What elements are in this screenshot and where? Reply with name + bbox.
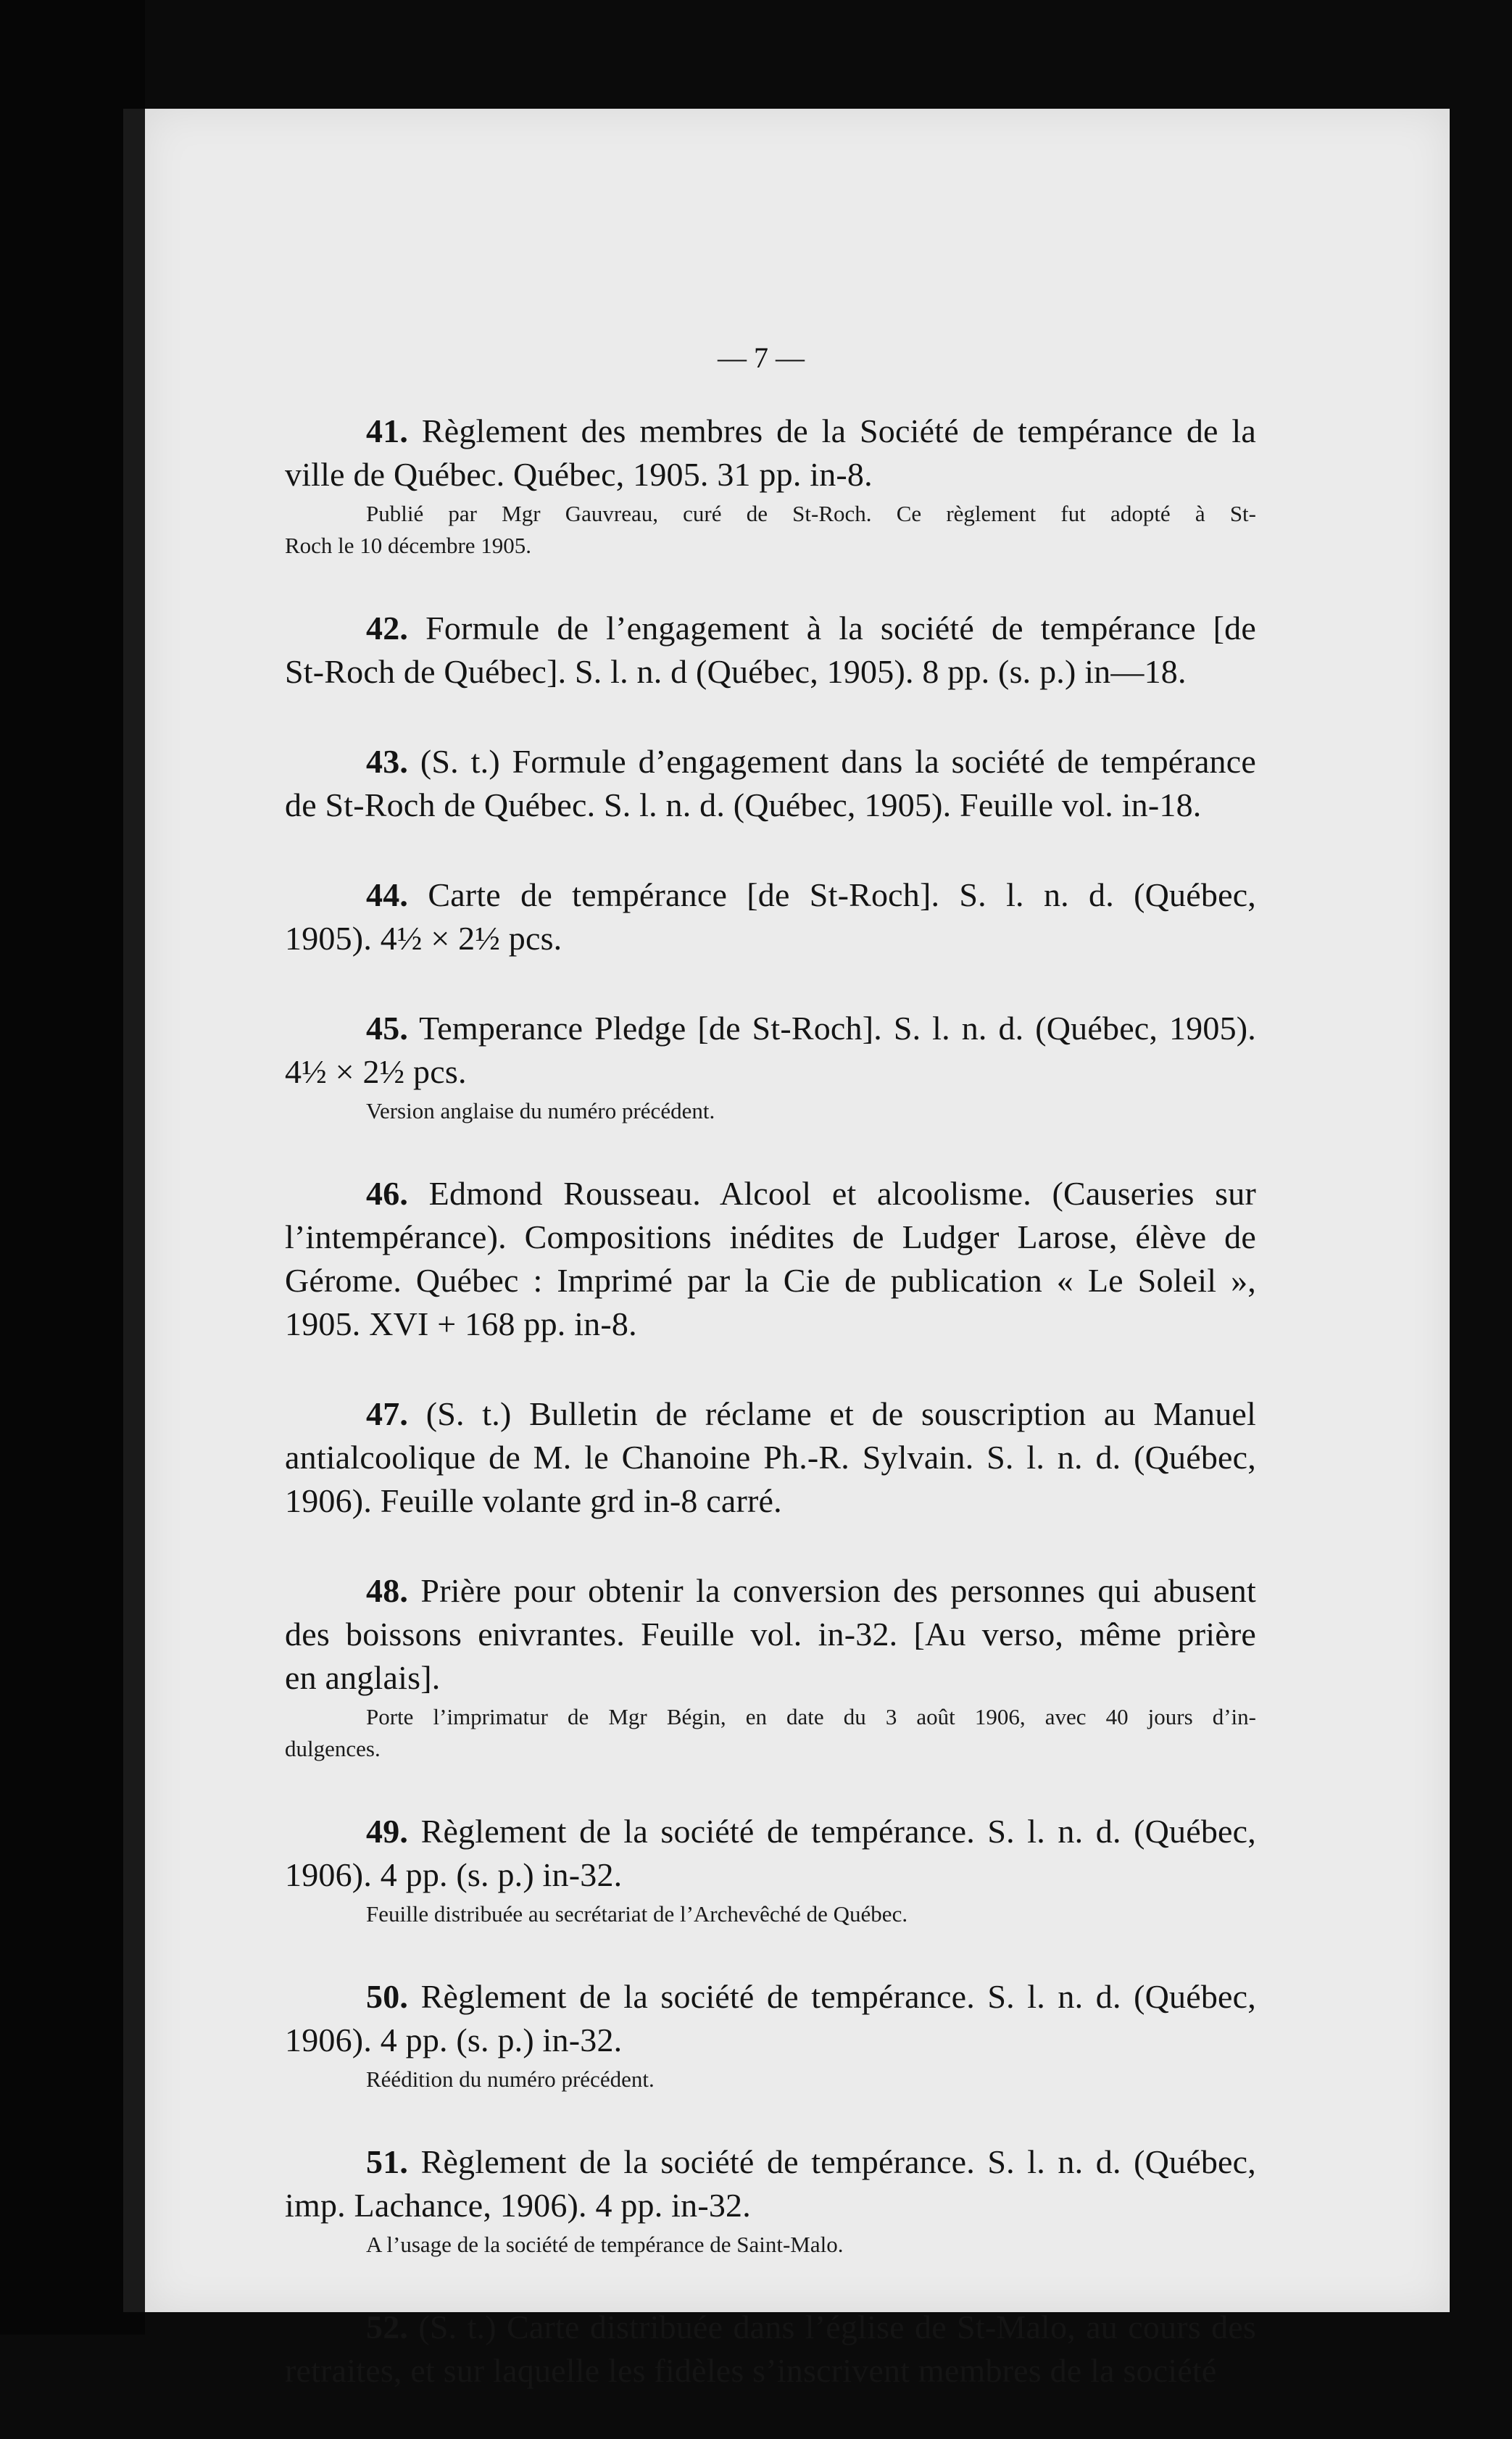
entry-text: Règlement de la société de tempérance. S. l. n. d. (Québec, bbox=[420, 1813, 1256, 1850]
entry-line: antialcoolique de M. le Chanoine Ph.-R. Sylvain. S. l. n. d. (Québec, bbox=[285, 1439, 1256, 1476]
entry-text: (S. t.) Bulletin de réclame et de souscription au Manuel bbox=[425, 1395, 1256, 1432]
entry-line: 1905. XVI + 168 pp. in-8. bbox=[285, 1305, 637, 1342]
entry-line: St-Roch de Québec]. S. l. n. d (Québec, 1905). 8 pp. (s. p.) in—18. bbox=[285, 653, 1187, 690]
entry-text: Règlement des membres de la Société de tempérance de la bbox=[421, 412, 1256, 449]
entry-first-line bbox=[285, 1569, 1256, 1613]
bibliography-entry bbox=[285, 1392, 1256, 1523]
entry-number: 45. bbox=[366, 1010, 409, 1047]
entry-text: Temperance Pledge [de St-Roch]. S. l. n. d. (Québec, 1905). bbox=[419, 1010, 1257, 1047]
entry-first-line bbox=[285, 740, 1256, 784]
entry-number: 52. bbox=[366, 2309, 409, 2345]
entry-line: l’intempérance). Compositions inédites de Ludger Larose, élève de bbox=[285, 1218, 1256, 1255]
entry-number: 48. bbox=[366, 1572, 409, 1609]
entry-text: Formule de l’engagement à la société de tempérance [de bbox=[425, 610, 1256, 647]
entry-line: de St-Roch de Québec. S. l. n. d. (Québec, 1905). Feuille vol. in-18. bbox=[285, 786, 1202, 823]
entry-number: 51. bbox=[366, 2143, 409, 2180]
entry-line: des boissons enivrantes. Feuille vol. in-32. [Au verso, même prière bbox=[285, 1616, 1256, 1653]
entry-first-line bbox=[285, 607, 1256, 650]
entry-line: 1906). 4 pp. (s. p.) in-32. bbox=[285, 2022, 623, 2058]
entry-first-line bbox=[285, 2306, 1256, 2349]
bibliography-list bbox=[285, 410, 1256, 2439]
entry-number: 50. bbox=[366, 1978, 409, 2015]
entry-first-line bbox=[285, 1172, 1256, 1216]
bibliography-entry bbox=[285, 2140, 1256, 2259]
entry-line: imp. Lachance, 1906). 4 pp. in-32. bbox=[285, 2187, 751, 2224]
entry-first-line bbox=[285, 1975, 1256, 2019]
entry-number: 41. bbox=[366, 412, 409, 449]
entry-number: 46. bbox=[366, 1175, 409, 1212]
entry-line: ville de Québec. Québec, 1905. 31 pp. in-8. bbox=[285, 456, 873, 493]
entry-line: retraites, et sur laquelle les fidèles s’inscrivent membres de la société bbox=[285, 2352, 1217, 2389]
bibliography-entry bbox=[285, 1569, 1256, 1763]
entry-note: Publié par Mgr Gauvreau, curé de St-Roch. Ce règlement fut adopté à St- bbox=[366, 501, 1256, 526]
entry-line: 4½ × 2½ pcs. bbox=[285, 1053, 467, 1090]
entry-text: Règlement de la société de tempérance. S. l. n. d. (Québec, bbox=[420, 1978, 1256, 2015]
entry-text: Prière pour obtenir la conversion des personnes qui abusent bbox=[420, 1572, 1256, 1609]
entry-line: 1906). Feuille volante grd in-8 carré. bbox=[285, 1482, 782, 1519]
entry-first-line bbox=[285, 1810, 1256, 1853]
entry-text: Edmond Rousseau. Alcool et alcoolisme. (Causeries sur bbox=[428, 1175, 1256, 1212]
entry-note: Feuille distribuée au secrétariat de l’Archevêché de Québec. bbox=[366, 1901, 908, 1927]
entry-note: Porte l’imprimatur de Mgr Bégin, en date du 3 août 1906, avec 40 jours d’in- bbox=[366, 1704, 1256, 1729]
bibliography-entry bbox=[285, 740, 1256, 827]
entry-note: dulgences. bbox=[285, 1736, 381, 1761]
bibliography-entry bbox=[285, 873, 1256, 960]
entry-first-line bbox=[285, 873, 1256, 917]
entry-text: (S. t.) Formule d’engagement dans la société de tempérance bbox=[420, 743, 1256, 780]
entry-line: 1906). 4 pp. (s. p.) in-32. bbox=[285, 1856, 623, 1893]
entry-first-line bbox=[285, 2140, 1256, 2184]
entry-first-line bbox=[285, 1007, 1256, 1050]
entry-line: Gérome. Québec : Imprimé par la Cie de publication « Le Soleil », bbox=[285, 1262, 1256, 1299]
entry-text: (S. t.) Carte distribuée dans l’église de St-Malo, au cours des bbox=[418, 2309, 1256, 2345]
bibliography-entry bbox=[285, 2306, 1256, 2393]
bibliography-entry bbox=[285, 1975, 1256, 2094]
entry-text: Carte de tempérance [de St-Roch]. S. l. n. d. (Québec, bbox=[428, 876, 1257, 913]
entry-line: 1905). 4½ × 2½ pcs. bbox=[285, 920, 562, 957]
entry-number: 43. bbox=[366, 743, 409, 780]
entry-note: Version anglaise du numéro précédent. bbox=[366, 1098, 715, 1123]
page-binding-edge bbox=[123, 109, 145, 2312]
bibliography-entry bbox=[285, 607, 1256, 694]
bibliography-entry bbox=[285, 1810, 1256, 1929]
entry-number: 42. bbox=[366, 610, 409, 647]
bibliography-entry bbox=[285, 1007, 1256, 1126]
entry-line: en anglais]. bbox=[285, 1659, 441, 1696]
entry-number: 44. bbox=[366, 876, 409, 913]
entry-text: Règlement de la société de tempérance. S. l. n. d. (Québec, bbox=[420, 2143, 1256, 2180]
entry-first-line bbox=[285, 1392, 1256, 1436]
entry-note: Roch le 10 décembre 1905. bbox=[285, 533, 532, 558]
entry-number: 47. bbox=[366, 1395, 409, 1432]
bibliography-entry bbox=[285, 410, 1256, 560]
entry-number: 49. bbox=[366, 1813, 409, 1850]
entry-first-line bbox=[285, 410, 1256, 453]
bibliography-entry bbox=[285, 1172, 1256, 1346]
page-number: — 7 — bbox=[718, 341, 805, 374]
entry-note: A l’usage de la société de tempérance de Saint-Malo. bbox=[366, 2232, 844, 2257]
entry-note: Réédition du numéro précédent. bbox=[366, 2066, 655, 2092]
